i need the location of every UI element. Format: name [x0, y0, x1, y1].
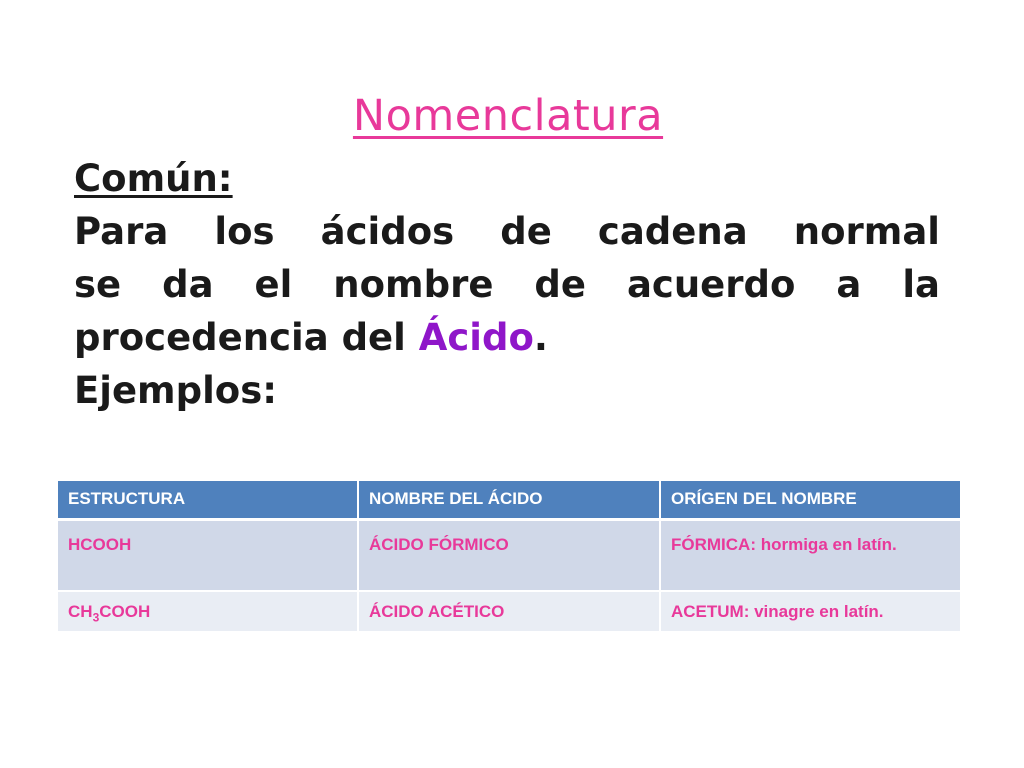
examples-table — [58, 481, 960, 633]
paragraph-line-3 — [74, 311, 940, 364]
paragraph-line-3-suffix: . — [533, 316, 548, 359]
examples-label: Ejemplos: — [74, 369, 278, 412]
examples-table-container — [58, 481, 960, 633]
table-row — [58, 591, 960, 632]
structure-suffix: COOH — [99, 602, 151, 621]
slide-title: Nomenclatura — [352, 91, 664, 141]
cell-name-origin: ACETUM: vinagre en latín. — [660, 591, 960, 632]
paragraph-line-3-prefix: procedencia del — [74, 316, 419, 359]
table-header-row — [58, 481, 960, 519]
cell-structure: HCOOH — [58, 519, 358, 591]
highlighted-word: Ácido — [418, 316, 534, 359]
subtitle-line — [74, 152, 940, 205]
cell-name-origin: FÓRMICA: hormiga en latín. — [660, 519, 960, 591]
structure-subscript: 3 — [92, 610, 100, 625]
structure-prefix: CH — [68, 602, 93, 621]
header-acid-name: NOMBRE DEL ÁCIDO — [358, 481, 660, 519]
header-name-origin: ORÍGEN DEL NOMBRE — [660, 481, 960, 519]
cell-structure — [58, 591, 358, 632]
subtitle: Común: — [74, 157, 233, 200]
cell-acid-name: ÁCIDO FÓRMICO — [358, 519, 660, 591]
header-structure: ESTRUCTURA — [58, 481, 358, 519]
paragraph-line-1: Para los ácidos de cadena normal — [74, 210, 940, 253]
slide-body — [74, 152, 940, 417]
table-row — [58, 519, 960, 591]
cell-acid-name: ÁCIDO ACÉTICO — [358, 591, 660, 632]
paragraph-line-2: se da el nombre de acuerdo a la — [74, 263, 940, 306]
